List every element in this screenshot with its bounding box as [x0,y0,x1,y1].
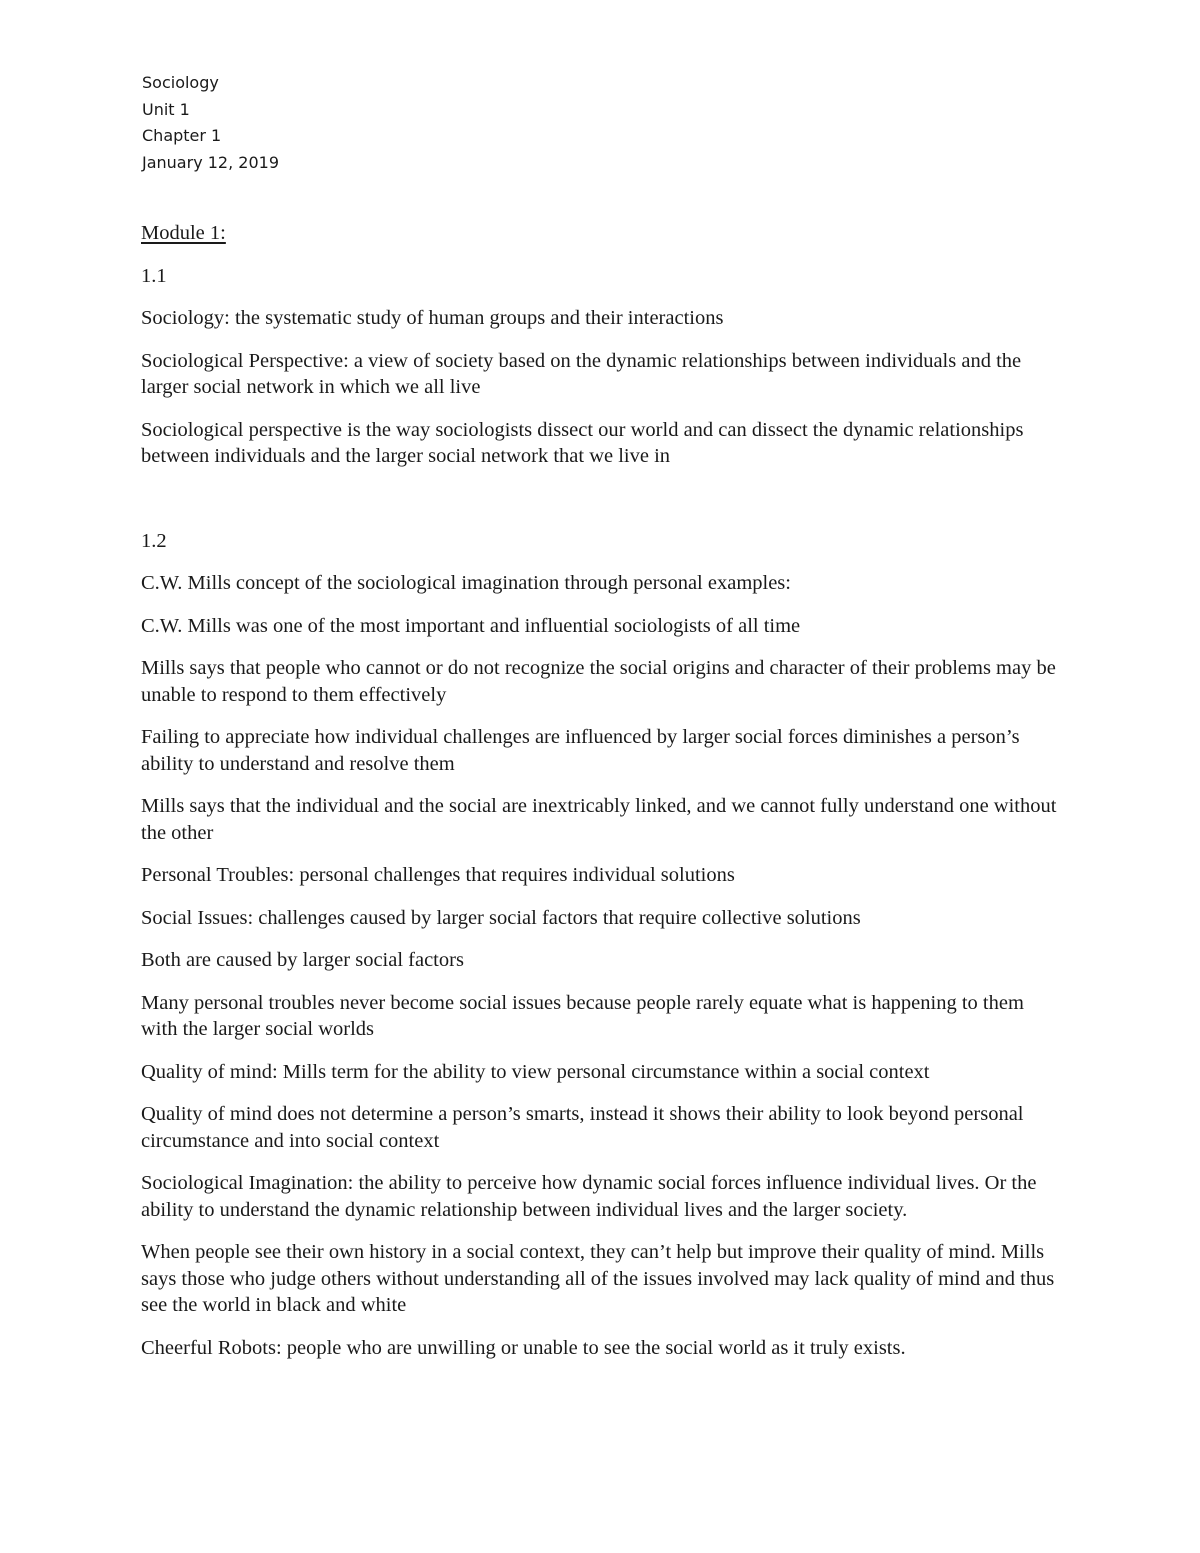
paragraph: Mills says that the individual and the social are inextricably linked, and we cannot fully understand one without the other [141,795,1057,844]
paragraph: Sociological Imagination: the ability to perceive how dynamic social forces influence individual lives. Or the ability to understand the dynamic relationship between individual lives and the larger society. [141,1172,1037,1221]
section-1-2 [141,528,1061,1362]
paragraph: Cheerful Robots: people who are unwilling or unable to see the social world as it truly exists. [141,1336,906,1359]
paragraph: Sociological perspective is the way sociologists dissect our world and can dissect the dynamic relationships between individuals and the larger social network that we live in [141,418,1024,467]
section-number: 1.1 [141,264,167,287]
paragraph: Mills says that people who cannot or do not recognize the social origins and character of their problems may be unable to respond to them effectively [141,657,1056,706]
course-title: Sociology [142,73,219,92]
section-number: 1.2 [141,529,167,552]
paragraph: C.W. Mills concept of the sociological imagination through personal examples: [141,572,791,594]
paragraph: Sociological Perspective: a view of society based on the dynamic relationships between individuals and the larger social network in which we all live [141,349,1022,398]
paragraph: Both are caused by larger social factors [141,949,464,971]
document-header [142,70,1042,176]
paragraph: Quality of mind: Mills term for the ability to view personal circumstance within a social context [141,1060,930,1083]
chapter-label: Chapter 1 [142,126,222,145]
document-body [141,220,1061,1377]
paragraph: When people see their own history in a social context, they can’t help but improve their quality of mind. Mills says those who judge others without understanding all of the issues involved may lack quality of mind and thus see the world in black and white [141,1241,1055,1316]
section-spacer [141,486,1061,528]
paragraph: Quality of mind does not determine a person’s smarts, instead it shows their ability to look beyond personal circumstance and into social context [141,1103,1024,1152]
paragraph: Personal Troubles: personal challenges that requires individual solutions [141,864,735,886]
paragraph: Sociology: the systematic study of human groups and their interactions [141,307,724,329]
unit-label: Unit 1 [142,99,190,119]
document-date: January 12, 2019 [142,152,279,172]
paragraph: Failing to appreciate how individual challenges are influenced by larger social forces diminishes a person’s ability to understand and resolve them [141,726,1020,775]
paragraph: Social Issues: challenges caused by larger social factors that require collective solutions [141,906,861,929]
section-1-1 [141,263,1061,470]
paragraph: C.W. Mills was one of the most important and influential sociologists of all time [141,614,801,637]
module-title: Module 1: [141,222,226,244]
paragraph: Many personal troubles never become social issues because people rarely equate what is happening to them with the larger social worlds [141,991,1024,1040]
